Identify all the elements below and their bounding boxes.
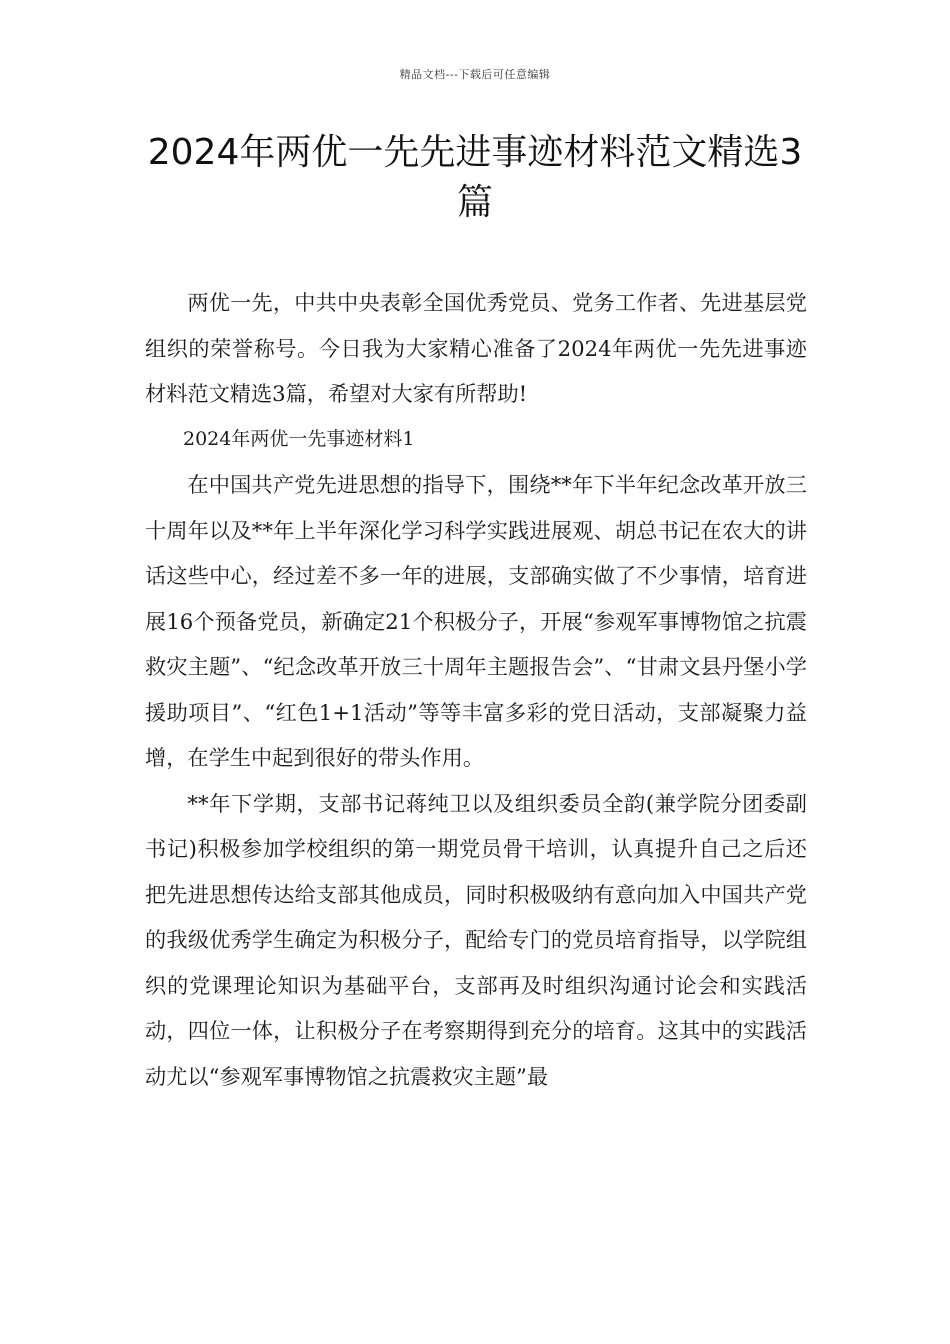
- section-heading: 2024年两优一先事迹材料1: [183, 427, 415, 450]
- document-title: 2024年两优一先先进事迹材料范文精选3篇: [147, 132, 803, 223]
- body-paragraph: **年下学期，支部书记蒋纯卫以及组织委员全韵(兼学院分团委副书记)积极参加学校组织的第一期党员骨干培训，认真提升自己之后还把先进思想传达给支部其他成员，同时积极吸纳有意向加入中国共产党的我级优秀学生确定为积极分子，配给专门的党员培育指导，以学院组织的党课理论知识为基础平台，支部再及时组织沟通讨论会和实践活动，四位一体，让积极分子在考察期得到充分的培育。这其中的实践活动尤以“参观军事博物馆之抗震救灾主题”最: [145, 790, 807, 1089]
- document-body: [145, 280, 807, 1099]
- intro-paragraph: 两优一先，中共中央表彰全国优秀党员、党务工作者、先进基层党组织的荣誉称号。今日我为大家精心准备了2024年两优一先先进事迹材料范文精选3篇，希望对大家有所帮助!: [145, 290, 807, 406]
- body-paragraph: 在中国共产党先进思想的指导下，围绕**年下半年纪念改革开放三十周年以及**年上半年深化学习科学实践进展观、胡总书记在农大的讲话这些中心，经过差不多一年的进展，支部确实做了不少事情，培育进展16个预备党员，新确定21个积极分子，开展“参观军事博物馆之抗震救灾主题”、“纪念改革开放三十周年主题报告会”、“甘肃文县丹堡小学援助项目”、“红色1+1活动”等等丰富多彩的党日活动，支部凝聚力益增，在学生中起到很好的带头作用。: [145, 472, 807, 770]
- header-note: 精品文档---下载后可任意编辑: [399, 68, 551, 81]
